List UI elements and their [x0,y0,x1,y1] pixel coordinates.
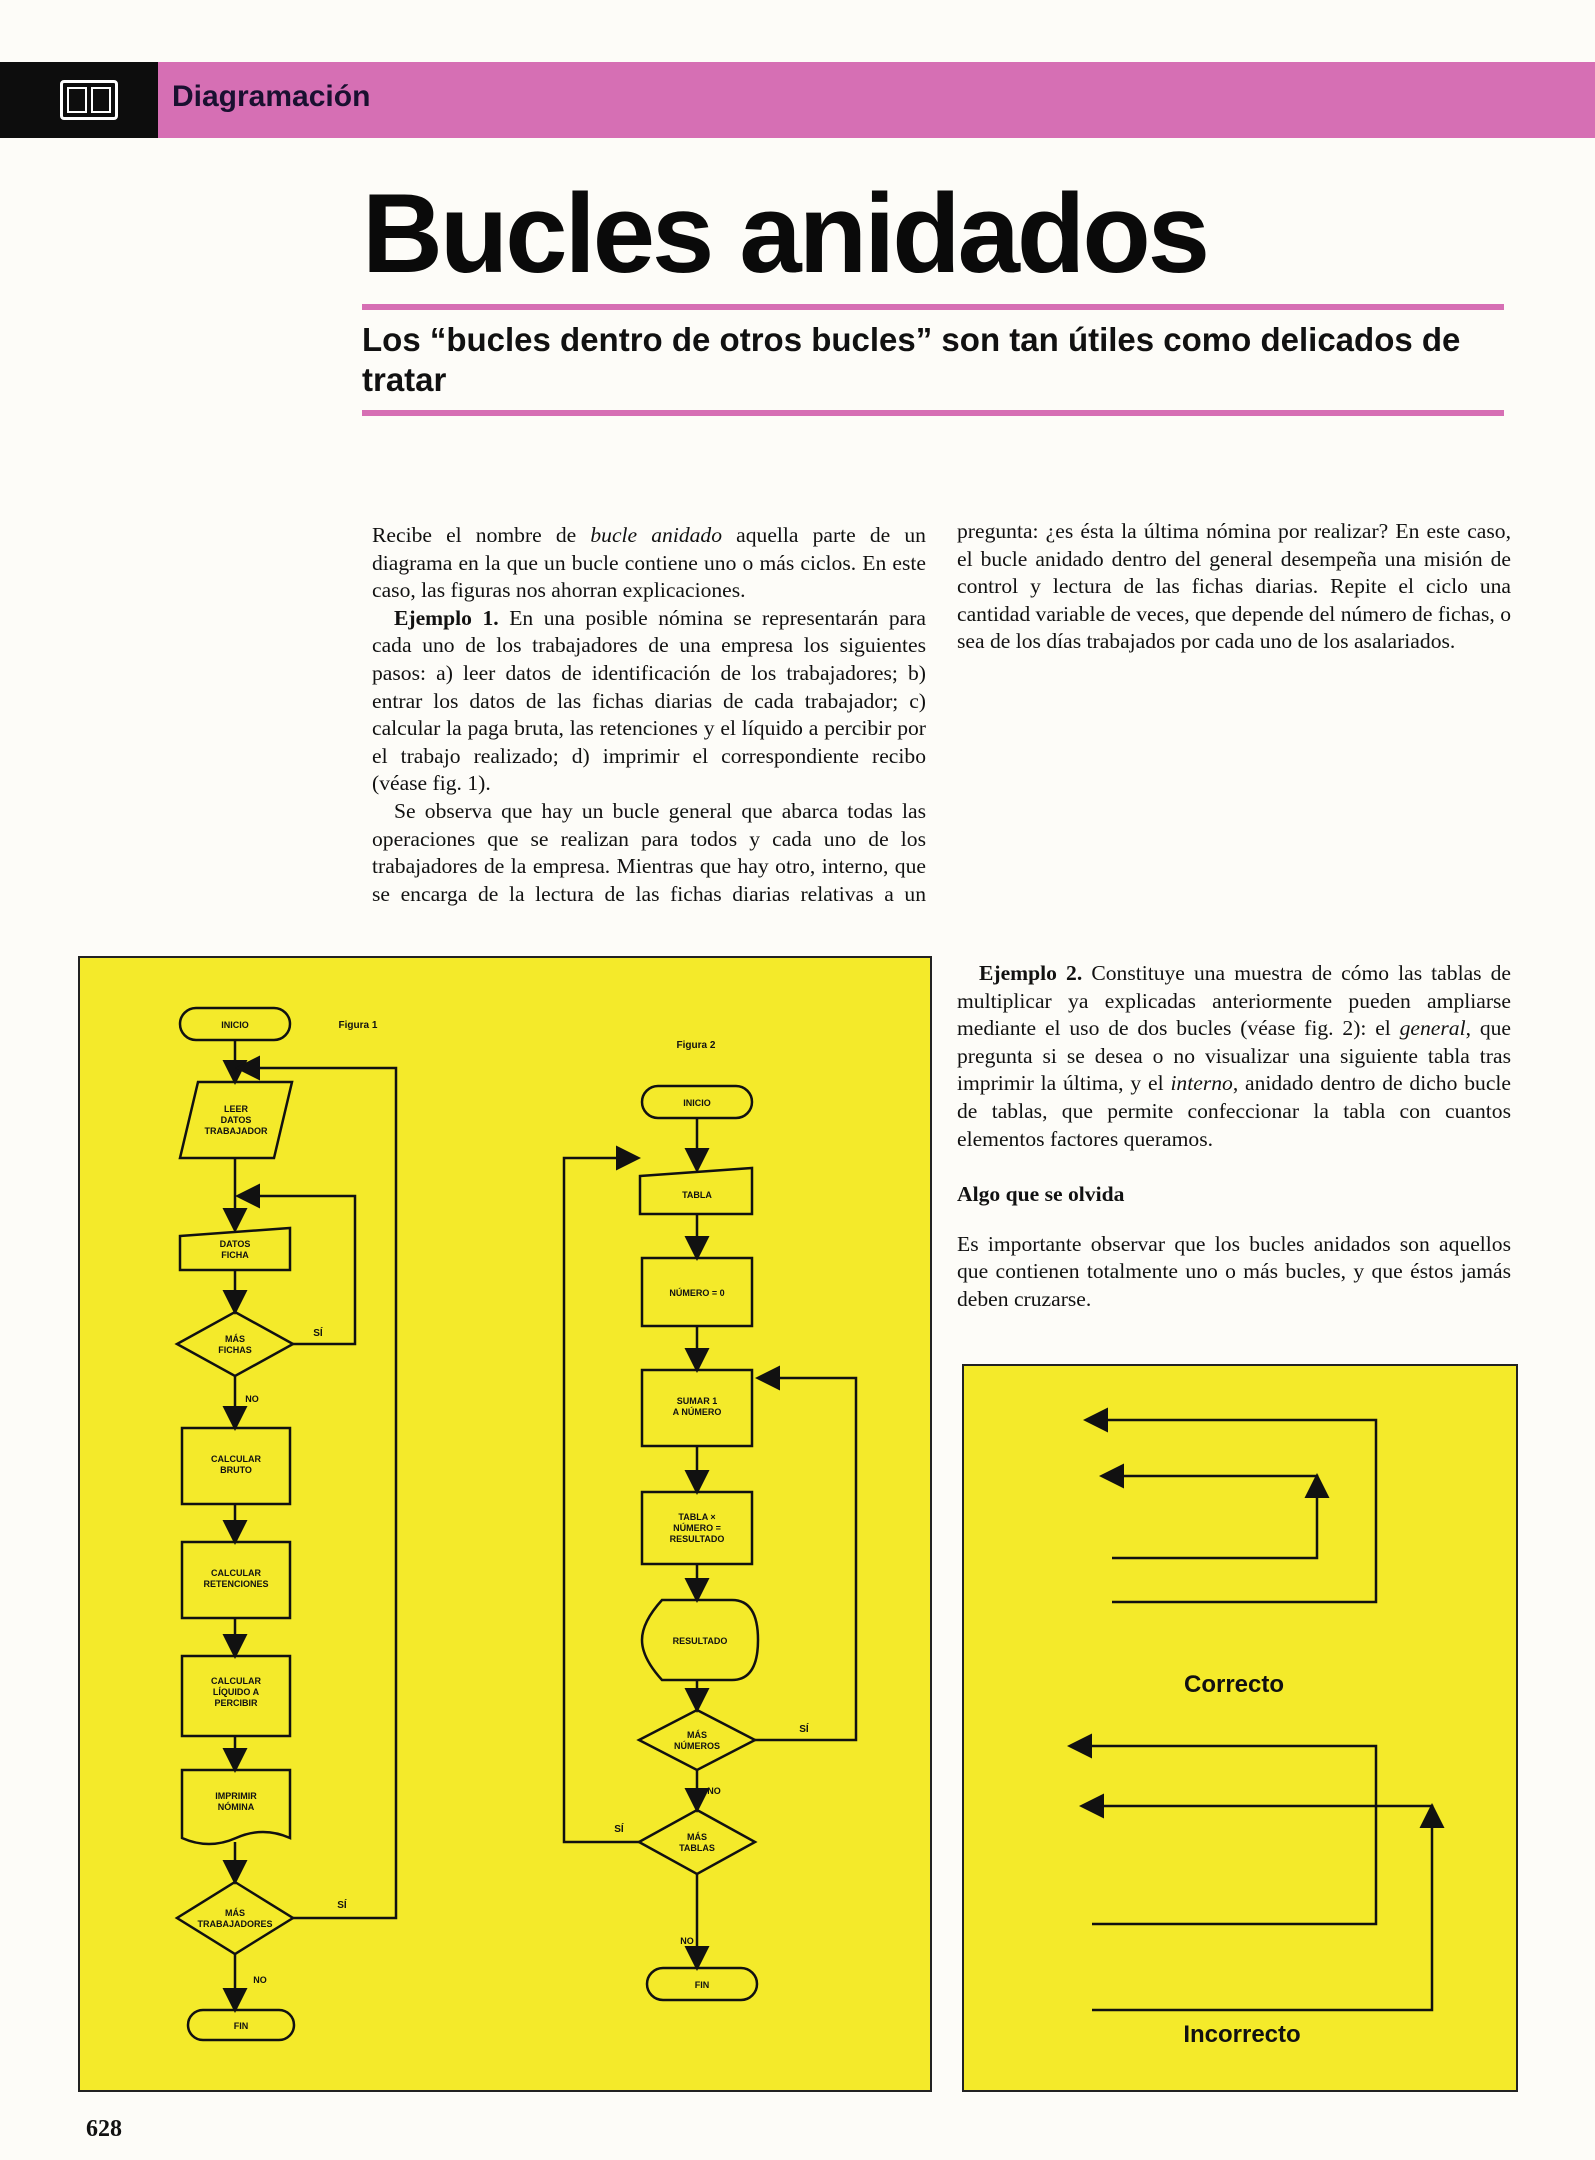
fig1-ret-line1: CALCULAR [211,1568,261,1578]
section-heading: Algo que se olvida [957,1182,1125,1207]
book-icon [60,80,118,120]
fig1-bruto-line2: BRUTO [220,1465,252,1475]
fig1-mas-trab-line1: MÁS [225,1908,245,1918]
incorrect-loop-b-return [1084,1806,1432,1808]
fig1-fin-label: FIN [233,2021,249,2031]
fig1-mas-trab-shape [177,1882,293,1954]
fig1-ret-line2: RETENCIONES [203,1579,269,1589]
correct-inner-return [1104,1476,1317,1478]
fig2-mas-numeros-line2: NÚMEROS [673,1741,721,1751]
fig2-mas-tablas-line2: TABLAS [679,1843,715,1853]
fig1-mas-fichas-line2: FICHAS [218,1345,252,1355]
section-title: Diagramación [172,80,371,113]
correct-inner-loop [1112,1478,1317,1558]
title-rule-top [362,304,1504,310]
fig2-resultado-label: RESULTADO [672,1636,728,1646]
fig1-liq-line3: PERCIBIR [214,1698,258,1708]
fig2-sumar-line1: SUMAR 1 [676,1396,718,1406]
label-correcto: Correcto [1183,1671,1285,1698]
nesting-svg [964,1366,1520,2094]
fig1-si-label-2: SÍ [337,1900,347,1911]
fig1-liq-line1: CALCULAR [211,1676,261,1686]
fig1-leer-line1: LEER [223,1104,249,1114]
fig1-mas-fichas-shape [177,1312,293,1376]
fig2-numero0-label: NÚMERO = 0 [669,1288,725,1298]
paragraph-ejemplo1: Ejemplo 1. En una posible nómina se representarán para cada uno de los trabajadores de una empresa los siguientes pasos: a) leer datos de identificación de los trabajadores; b) entrar los datos de las fichas diarias de cada trabajador; c) calcular la paga bruta, las retenciones y el líquido a percibir por el trabajo realizado; d) imprimir el correspondiente recibo (véase fig. 1). [372,605,926,796]
fig1-datos-shape [180,1228,290,1270]
paragraph-nota: Es importante observar que los bucles anidados son aquellos que contienen totalmente uno o más bucles, y que éstos jamás deben cruzarse. [957,1231,1511,1311]
correct-outer-loop [1088,1420,1376,1602]
incorrect-loop-a [1072,1746,1376,1924]
fig1-mas-trab-line2: TRABAJADORES [197,1919,273,1929]
label-incorrecto: Incorrecto [1183,2021,1301,2048]
fig1-inicio-label: INICIO [221,1020,249,1030]
figure-nesting-comparison [962,1364,1518,2092]
article-subtitle: Los “bucles dentro de otros bucles” son tan útiles como delicados de tratar [362,321,1461,398]
fig2-calc-line3: RESULTADO [669,1534,725,1544]
fig1-imprimir-line1: IMPRIMIR [215,1791,257,1801]
fig2-mas-tablas-line1: MÁS [687,1832,707,1842]
fig2-tabla-label: TABLA [682,1190,712,1200]
fig2-mas-tablas-shape [639,1810,755,1874]
fig2-si-label-1: SÍ [799,1724,809,1735]
fig1-datos-line1: DATOS [219,1239,251,1249]
paragraph-bucle-general: Se observa que hay un bucle general que abarca todas las operaciones que se realizan para todos y cada uno de los trabajadores de la empresa. Mientras que hay otro, interno, que se encarga de la lectura de las fichas diarias relativas a un [372,798,926,906]
fig2-no-label-1: NO [707,1786,721,1796]
title-rule-bottom [362,410,1504,416]
fig1-imprimir-line2: NÓMINA [217,1802,255,1812]
fig1-caption: Figura 1 [338,1020,378,1031]
fig1-no-label-1: NO [245,1394,259,1404]
body-column-right [957,518,1511,1314]
page-number: 628 [86,2116,122,2142]
fig1-leer-line2: DATOS [220,1115,252,1125]
fig2-mas-numeros-shape [639,1710,755,1770]
fig2-no-label-2: NO [680,1936,694,1946]
body-column-left [372,522,926,908]
fig2-calc-line1: TABLA × [678,1512,716,1522]
incorrect-loop-b [1092,1808,1432,2010]
figure-flowcharts [78,956,932,2092]
fig1-datos-line2: FICHA [221,1250,249,1260]
fig1-leer-line3: TRABAJADOR [204,1126,268,1136]
fig2-si-label-2: SÍ [614,1824,624,1835]
fig1-liq-line2: LÍQUIDO A [212,1687,260,1697]
paragraph-ejemplo2: Ejemplo 2. Constituye una muestra de cómo las tablas de multiplicar ya explicadas anteriormente pueden ampliarse mediante el uso de dos bucles (véase fig. 2): el general, que pregunta si se desea o no visualizar una siguiente tabla tras imprimir la última, y el interno, anidado dentro de dicho bucle de tablas, que permite confeccionar la tabla con cuantos elementos factores queramos. [957,961,1512,1151]
fig1-bruto-line1: CALCULAR [211,1454,261,1464]
fig2-inicio-label: INICIO [683,1098,711,1108]
fig2-fin-label: FIN [694,1980,710,1990]
fig2-mas-numeros-line1: MÁS [687,1730,707,1740]
fig1-mas-fichas-line1: MÁS [225,1334,245,1344]
fig1-no-label-2: NO [253,1975,267,1985]
article-title: Bucles anidados [362,171,1208,296]
fig2-caption: Figura 2 [676,1040,716,1051]
paragraph-intro: Recibe el nombre de bucle anidado aquella parte de un diagrama en la que un bucle contiene uno o más ciclos. En este caso, las figuras nos ahorran explicaciones. [372,523,926,603]
paragraph-bucle-general-cont: pregunta: ¿es ésta la última nómina por realizar? En este caso, el bucle anidado dentro del general desempeña una misión de control y lectura de las fichas diarias. Repite el ciclo una cantidad variable de veces, que depende del número de fichas, o sea de los días trabajados por cada uno de los asalariados. [957,518,1511,654]
fig2-sumar-line2: A NÚMERO [672,1407,722,1417]
flowcharts-svg [80,958,934,2094]
fig2-calc-line2: NÚMERO = [673,1523,721,1533]
fig1-si-label-1: SÍ [313,1328,323,1339]
